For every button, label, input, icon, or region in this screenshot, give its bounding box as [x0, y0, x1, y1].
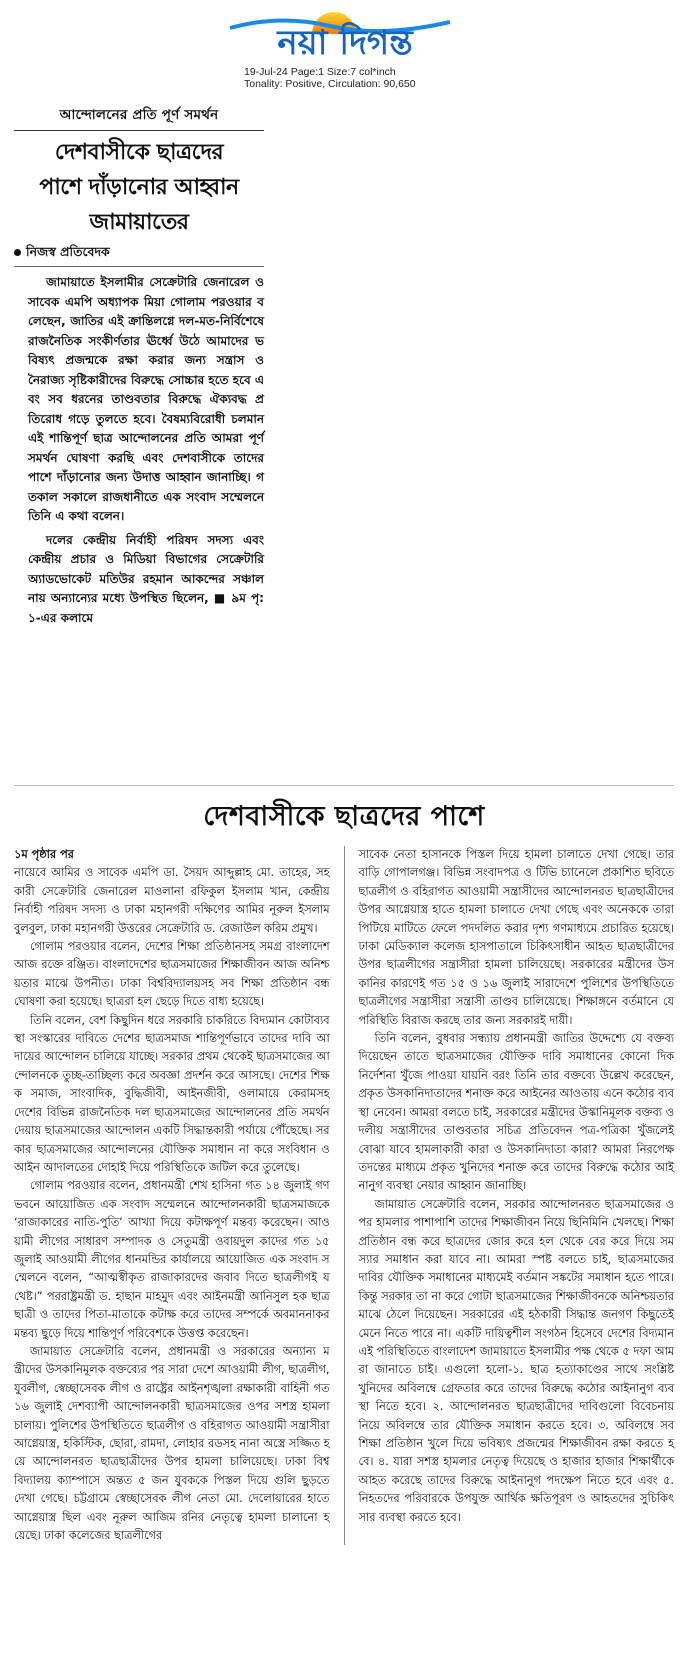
byline-text: নিজস্ব প্রতিবেদক	[26, 244, 110, 259]
clip-info-tonality: Tonality: Positive, Circulation: 90,650	[244, 78, 416, 90]
article-kicker: আন্দোলনের প্রতি পূর্ণ সমর্থন	[14, 104, 264, 131]
paragraph: তিনি বলেন, বেশ কিছুদিন ধরে সরকারি চাকরিতে বিদ্যমান কোটাব্যবস্থা সংস্কারের দাবিতে দেশের ছাত্রসমাজ শান্তিপূর্ণভাবে তাদের দাবি আদায়ের আন্দোলন চালিয়ে যাচ্ছে। সরকার প্রথম থেকেই ছাত্রসমাজের আন্দোলনকে তুচ্ছ-তাচ্ছিল্য করে অবজ্ঞা প্রদর্শন করে আসছে। দেশের শিক্ষক সমাজ, সাংবাদিক, বুদ্ধিজীবী, আইনজীবী, ওলামায়ে কেরামসহ দেশের বিভিন্ন রাজনৈতিক দল ছাত্রসমাজের আন্দোলনের প্রতি সমর্থন দেয়ায় ছাত্রসমাজের আন্দোলন একটি সিদ্ধান্তকারী পর্যায়ে পৌঁছেছে। সরকার ছাত্রসমাজের আন্দোলনের যৌক্তিক সমাধান না করে সংবিধান ও আইন আদালতের দোহাই দিয়ে পরিস্থিতিকে জটিল করে তুলেছে।	[14, 1013, 330, 1174]
article-headline	[14, 135, 264, 240]
headline-line: জামায়াতের	[89, 210, 189, 235]
continuation-article	[14, 785, 674, 1673]
paragraph-text: দলের কেন্দ্রীয় নির্বাহী পরিষদ সদস্য এবং কেন্দ্রীয় প্রচার ও মিডিয়া বিভাগের সেক্রেটারি অ্যাডভোকেট মতিউর রহমান আকন্দের সঞ্চালনায় অন্যান্যের মধ্যে উপস্থিত ছিলেন,	[28, 532, 264, 605]
column-right	[359, 846, 675, 1545]
headline-line: দেশবাসীকে ছাত্রদের	[54, 140, 224, 165]
paragraph: তিনি বলেন, বুধবার সন্ধ্যায় প্রধানমন্ত্রী জাতির উদ্দেশ্যে যে বক্তব্য দিয়েছেন তাতে ছাত্রসমাজের যৌক্তিক দাবি সমাধানের কোনো দিকনির্দেশনা খুঁজে পাওয়া যায়নি বরং তিনি তার বক্তব্যে উল্লেখ করেছেন, প্রকৃত উসকানিদাতাদের শনাক্ত করে আইনের আওতায় এনে কঠোর ব্যবস্থা নেবেন। আমরা বলতে চাই, সরকারের মন্ত্রীদের উস্কানিমূলক বক্তব্য ও দলীয় সন্ত্রাসীদের তাণ্ডবতার সচিত্র প্রতিবেদন পত্র-পত্রিকা খুঁজলেই বোঝা যাবে হামলাকারী কারা ও উসকানিদাতা কারা? আমরা নিরপেক্ষ তদন্তের মাধ্যমে প্রকৃত খুনিদের শনাক্ত করে তাদের বিরুদ্ধে কঠোর আইনানুগ ব্যবস্থা নেয়ার আহ্বান জানাচ্ছি।	[358, 1032, 675, 1193]
column-left	[14, 846, 330, 1545]
continued-from-label: ১ম পৃষ্ঠার পর	[14, 848, 74, 861]
paragraph: গোলাম পরওয়ার বলেন, দেশের শিক্ষা প্রতিষ্ঠানসহ সমগ্র বাংলাদেশ আজ রক্তে রঞ্জিত। বাংলাদেশের ছাত্রসমাজের শিক্ষাজীবন আজ অনিশ্চয়তার মাঝে উপনীত। ঢাকা বিশ্ববিদ্যালয়সহ সব শিক্ষা প্রতিষ্ঠান বন্ধ ঘোষণা করা হয়েছে। ছাত্ররা হল ছেড়ে দিতে বাধ্য হয়েছে।	[14, 940, 330, 1009]
paragraph: জামায়াত সেক্রেটারি বলেন, সরকার আন্দোলনরত ছাত্রসমাজের ওপর হামলার পাশাপাশি তাদের শিক্ষাজীবন নিয়ে ছিনিমিনি খেলছে। শিক্ষা প্রতিষ্ঠান বন্ধ করে ছাত্রদের জোর করে হল থেকে বের করে দিয়ে সমস্যার সমাধান করা যাবে না। আমরা স্পষ্ট বলতে চাই, ছাত্রসমাজের দাবির যৌক্তিক সমাধানের মাধ্যমেই বর্তমান সঙ্কটের সমাধান হতে পারে। কিন্তু সরকার তা না করে গোটা ছাত্রসমাজের শিক্ষাজীবনকে অনিশ্চয়তার মাঝে ঠেলে দিয়েছেন। সরকারের এই হঠকারী সিদ্ধান্ত জনগণ কিছুতেই মেনে নিতে পারে না। একটি দায়িত্বশীল সংগঠন হিসেবে দেশের বিদ্যমান এই পরিস্থিতিতে বাংলাদেশ জামায়াতে ইসলামীর পক্ষ থেকে ৫ দফা আমরা জানাতে চাই। এগুলো হলো-১. ছাত্র হত্যাকাণ্ডের সাথে সংশ্লিষ্ট খুনিদের অবিলম্বে গ্রেফতার করে তাদের বিরুদ্ধে কঠোর আইনানুগ ব্যবস্থা নিতে হবে। ২. আন্দোলনরত ছাত্রছাত্রীদের দাবিগুলো বিবেচনায় নিয়ে অবিলম্বে তার যৌক্তিক সমাধান করতে হবে। ৩. অবিলম্বে সব শিক্ষা প্রতিষ্ঠান খুলে দিয়ে ভবিষ্যৎ প্রজন্মের শিক্ষাজীবন রক্ষা করতে হবে। ৪. যারা সশস্ত্র হামলার নেতৃত্ব দিয়েছে ও হাজার হাজার শিক্ষার্থীকে আহত করেছে তাদের বিরুদ্ধে আইনানুগ পদক্ষেপ নিতে হবে এবং ৫. নিহতদের পরিবারকে উপযুক্ত আর্থিক ক্ষতিপূরণ ও আহতদের সুচিকিৎসার ব্যবস্থা করতে হবে।	[358, 1197, 675, 1524]
newspaper-logo	[200, 4, 490, 64]
paragraph	[14, 846, 330, 864]
masthead	[0, 0, 685, 90]
continuation-headline: দেশবাসীকে ছাত্রদের পাশে	[203, 801, 485, 832]
front-page-article	[14, 104, 264, 784]
clip-info-date-size: 19-Jul-24 Page:1 Size:7 col*inch	[244, 66, 396, 78]
paragraph: গোলাম পরওয়ার বলেন, প্রধানমন্ত্রী শেখ হাসিনা গত ১৪ জুলাই গণভবনে আয়োজিত এক সংবাদ সম্মেলনে আন্দোলনকারী ছাত্রসমাজকে ‘রাজাকারের নাতি-পুতি’ আখ্যা দিয়ে কটাক্ষপূর্ণ মন্তব্য করেছেন। আওয়ামী লীগের সাধারণ সম্পাদক ও সেতুমন্ত্রী ওবায়দুল কাদের গত ১৫ জুলাই আওয়ামী লীগের ধানমন্ডির কার্যালয়ে আয়োজিত এক সংবাদ সম্মেলনে বলেন, “আত্মস্বীকৃত রাজাকারদের জবাব দিতে ছাত্রলীগই যথেষ্ট।” পররাষ্ট্রমন্ত্রী ড. হাছান মাহমুদ এবং আইনমন্ত্রী আনিসুল হক ছাত্রছাত্রী ও তাদের পিতা-মাতাকে কটাক্ষ করে তাদের সম্পর্কে অবমাননাকর মন্তব্য ছুড়ে দিয়ে শান্তিপূর্ণ পরিবেশকে উত্তপ্ত করেছেন।	[14, 1179, 330, 1340]
logo-wordmark: নয়া দিগন্ত	[277, 23, 413, 63]
continued-reference: ■ ৯ম পৃ: ১-এর কলামে	[28, 591, 264, 625]
bullet-icon	[14, 249, 21, 256]
byline	[14, 244, 264, 267]
article-body	[28, 273, 264, 628]
paragraph: জামায়াতে ইসলামীর সেক্রেটারি জেনারেল ও সাবেক এমপি অধ্যাপক মিয়া গোলাম পরওয়ার বলেছেন, জাতির এই ক্রান্তিলগ্নে দল-মত-নির্বিশেষে রাজনৈতিক সংকীর্ণতার ঊর্ধ্বে উঠে আমাদের ভবিষ্যৎ প্রজন্মকে রক্ষা করার জন্য সন্ত্রাস ও নৈরাজ্য সৃষ্টিকারীদের বিরুদ্ধে সোচ্চার হতে হবে এবং সব ধরনের তাণ্ডবতার বিরুদ্ধে ঐক্যবদ্ধ প্রতিরোধ গড়ে তুলতে হবে। বৈষম্যবিরোধী চলমান এই শান্তিপূর্ণ ছাত্র আন্দোলনের প্রতি আমরা পূর্ণ সমর্থন ঘোষণা করছি এবং দেশবাসীকে তাদের পাশে দাঁড়ানোর জন্য উদাত্ত আহ্বান জানাচ্ছি। গতকাল সকালে রাজধানীতে এক সংবাদ সম্মেলনে তিনি এ কথা বলেন।	[28, 275, 264, 523]
paragraph: নায়েবে আমির ও সাবেক এমপি ডা. সৈয়দ আব্দুল্লাহ মো. তাহের, সহকারী সেক্রেটারি জেনারেল মাওলানা রফিকুল ইসলাম খান, কেন্দ্রীয় নির্বাহী পরিষদ সদস্য ও ঢাকা মহানগরী দক্ষিণের আমির নূরুল ইসলাম বুলবুল, ঢাকা মহানগরী উত্তরের সেক্রেটারি ড. রেজাউল করিম প্রমুখ।	[14, 866, 330, 935]
paragraph	[28, 531, 264, 629]
column-divider	[344, 846, 345, 1545]
paragraph: জামায়াত সেক্রেটারি বলেন, প্রধানমন্ত্রী ও সরকারের অন্যান্য মন্ত্রীদের উসকানিমূলক বক্তব্যের পর সারা দেশে আওয়ামী লীগ, ছাত্রলীগ, যুবলীগ, স্বেচ্ছাসেবক লীগ ও রাষ্ট্রের আইনশৃঙ্খলা রক্ষাকারী বাহিনী গত ১৬ জুলাই দেশব্যাপী আন্দোলনকারী ছাত্রসমাজের ওপর সশস্ত্র হামলা চালায়। পুলিশের উপস্থিতিতে ছাত্রলীগ ও বহিরাগত আওয়ামী সন্ত্রাসীরা আগ্নেয়াস্ত্র, হকিস্টিক, ছোরা, রামদা, লোহার রডসহ নানা অস্ত্রে সজ্জিত হয়ে আন্দোলনরত ছাত্রছাত্রীদের উপর হামলা চালিয়েছে। ঢাকা বিশ্ববিদ্যালয় ক্যাম্পাসে অন্তত ৫ জন যুবককে পিস্তল দিয়ে গুলি ছুড়তে দেখা গেছে। চট্টগ্রামে স্বেচ্ছাসেবক লীগ নেতা মো. দেলোয়ারের হাতে আগ্নেয়াস্ত্র ছিল এবং নূরুল আজিম রনির নেতৃত্বে হামলা চালানো হয়েছে। ঢাকা কলেজের ছাত্রলীগের	[14, 1344, 330, 1543]
paragraph: সাবেক নেতা হাসানকে পিস্তল দিয়ে হামলা চালাতে দেখা গেছে। তার বাড়ি গোপালগঞ্জ। বিভিন্ন সংবাদপত্র ও টিভি চ্যানেলে প্রকাশিত ছবিতে ছাত্রলীগ ও বহিরাগত আওয়ামী সন্ত্রাসীদের আন্দোলনরত ছাত্রছাত্রীদের উপর আগ্নেয়াস্ত্র হাতে হামলা চালাতে দেখা গেছে এবং অনেককে তারা পিটিয়ে মাটিতে ফেলে পদদলিত করার দৃশ্য গণমাধ্যমে প্রচারিত হয়েছে। ঢাকা মেডিক্যাল কলেজ হাসপাতালে চিকিৎসাধীন আহত ছাত্রছাত্রীদের উপর ছাত্রলীগের সন্ত্রাসীরা হামলা চালিয়েছে। সরকারের মন্ত্রীদের উসকানির কারণেই গত ১৫ ও ১৬ জুলাই সারাদেশে পুলিশের উপস্থিতিতে ছাত্রলীগের সন্ত্রাসীরা সন্ত্রাসী তাণ্ডব চালিয়েছে। শিক্ষাঙ্গনে বর্তমানে যে পরিস্থিতি বিরাজ করছে তার জন্য সরকারই দায়ী।	[358, 848, 675, 1027]
headline-line: পাশে দাঁড়ানোর আহ্বান	[39, 175, 239, 200]
article-columns	[14, 846, 674, 1545]
